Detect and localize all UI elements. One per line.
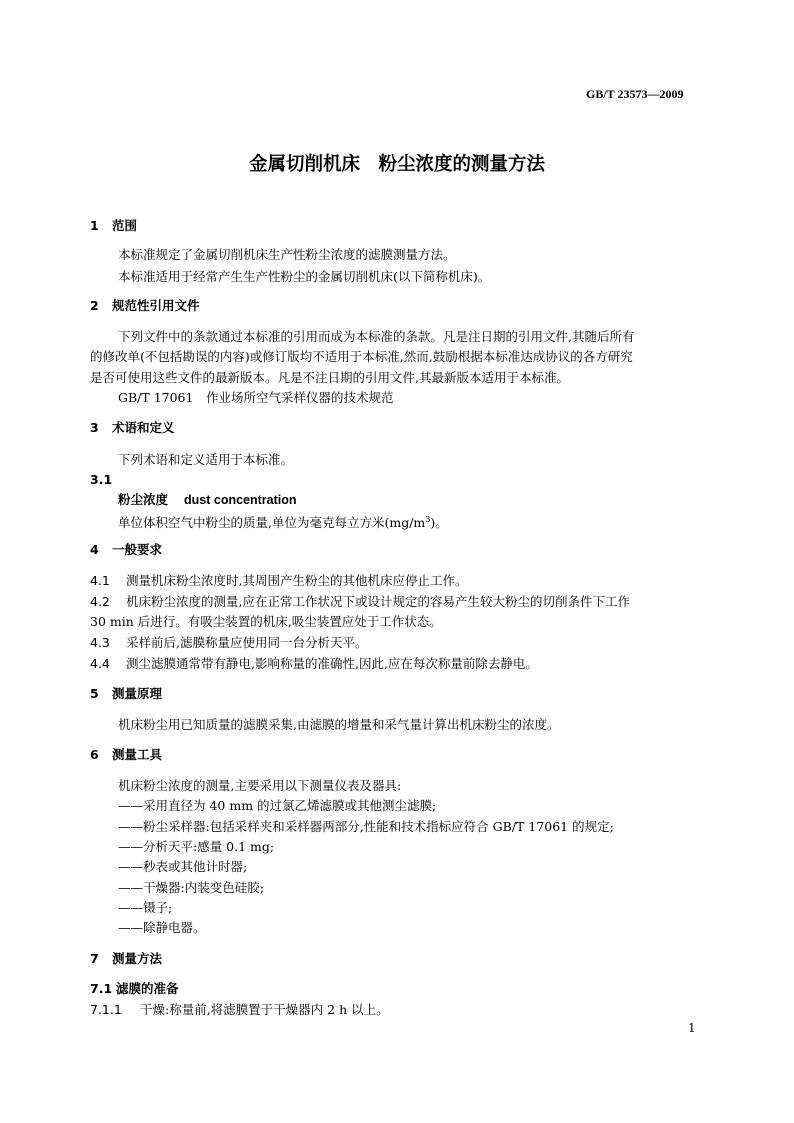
clause-4-2 [90, 592, 630, 612]
section-5-heading [90, 684, 162, 704]
standard-number: GB/T 23573—2009 [586, 87, 684, 101]
paragraph: 本标准适用于经常产生生产性粉尘的金属切削机床(以下简称机床)。 [118, 269, 491, 284]
superscript: 3 [425, 515, 431, 524]
list-item: ——镊子; [118, 900, 173, 915]
paragraph: 机床粉尘浓度的测量,主要采用以下测量仪表及器具: [118, 778, 402, 793]
section-title: 测量工具 [112, 747, 163, 762]
definition-text: 单位体积空气中粉尘的质量,单位为毫克每立方米(mg/m [118, 515, 426, 531]
clause-4-4 [90, 654, 538, 674]
clause-text: 机床粉尘浓度的测量,应在正常工作状况下或设计规定的容易产生较大粉尘的切削条件下工作 [126, 594, 630, 609]
section-title: 术语和定义 [112, 420, 175, 435]
section-title: 范围 [112, 218, 138, 233]
list-item: ——采用直径为 40 mm 的过氯乙烯滤膜或其他测尘滤膜; [118, 798, 437, 813]
paragraph-line: 是否可使用这些文件的最新版本。凡是不注日期的引用文件,其最新版本适用于本标准。 [90, 370, 569, 385]
clause-4-3 [90, 633, 367, 653]
section-number: 1 [90, 218, 99, 233]
subsection-number: 3.1 [90, 472, 113, 487]
section-number: 3 [90, 420, 99, 435]
clause-text: 干燥:称量前,将滤膜置于干燥器内 2 h 以上。 [140, 1002, 389, 1017]
paragraph-line: 下列文件中的条款通过本标准的引用而成为本标准的条款。凡是注日期的引用文件,其随后所有 [118, 329, 635, 344]
clause-number: 4.2 [90, 594, 110, 609]
page-number: 1 [688, 1021, 696, 1035]
list-item: ——干燥器:内装变色硅胶; [118, 880, 264, 895]
section-7-heading [90, 949, 162, 969]
term-english: dust concentration [184, 493, 297, 507]
subsection-number: 7.1 [90, 981, 113, 996]
section-number: 2 [90, 298, 99, 313]
section-3-heading [90, 418, 175, 438]
document-title: 金属切削机床 粉尘浓度的测量方法 [248, 154, 545, 175]
section-number: 5 [90, 686, 99, 701]
list-item: ——除静电器。 [118, 920, 206, 935]
clause-text: 采样前后,滤膜称量应使用同一台分析天平。 [126, 635, 368, 650]
section-title: 一般要求 [112, 542, 163, 557]
clause-text: 测尘滤膜通常带有静电,影响称量的准确性,因此,应在每次称量前除去静电。 [126, 656, 538, 671]
section-title: 测量方法 [112, 951, 163, 966]
clause-text-continuation: 30 min 后进行。有吸尘装置的机床,吸尘装置应处于工作状态。 [90, 614, 442, 629]
term-entry [118, 490, 297, 510]
section-4-heading [90, 540, 162, 560]
list-item: ——分析天平:感量 0.1 mg; [118, 839, 275, 854]
clause-7-1-1 [90, 1000, 389, 1020]
subsection-title: 滤膜的准备 [116, 981, 179, 996]
list-item: ——秒表或其他计时器; [118, 859, 248, 874]
clause-number: 4.4 [90, 656, 110, 671]
definition-text-end: )。 [430, 515, 448, 531]
normative-reference: GB/T 17061 作业场所空气采样仪器的技术规范 [118, 390, 394, 405]
paragraph-line: 的修改单(不包括勘误的内容)或修订版均不适用于本标准,然而,鼓励根据本标准达成协议的各方研究 [90, 349, 633, 364]
paragraph: 下列术语和定义适用于本标准。 [118, 452, 294, 467]
paragraph: 机床粉尘用已知质量的滤膜采集,由滤膜的增量和采气量计算出机床粉尘的浓度。 [118, 717, 560, 732]
clause-4-1 [90, 571, 467, 591]
section-number: 4 [90, 542, 99, 557]
clause-number: 4.3 [90, 635, 110, 650]
section-2-heading [90, 296, 200, 316]
clause-number: 4.1 [90, 573, 110, 588]
section-number: 7 [90, 951, 99, 966]
section-title: 测量原理 [112, 686, 163, 701]
clause-number: 7.1.1 [90, 1002, 122, 1017]
section-title: 规范性引用文件 [112, 298, 200, 313]
section-number: 6 [90, 747, 99, 762]
section-1-heading [90, 216, 137, 236]
subsection-7-1-heading [90, 979, 179, 999]
clause-text: 测量机床粉尘浓度时,其周围产生粉尘的其他机床应停止工作。 [126, 573, 468, 588]
section-6-heading [90, 745, 162, 765]
term-chinese: 粉尘浓度 [118, 492, 169, 507]
term-definition [118, 510, 448, 533]
paragraph: 本标准规定了金属切削机床生产性粉尘浓度的滤膜测量方法。 [118, 247, 456, 262]
list-item: ——粉尘采样器:包括采样夹和采样器两部分,性能和技术指标应符合 GB/T 17061 的规定; [118, 819, 614, 834]
